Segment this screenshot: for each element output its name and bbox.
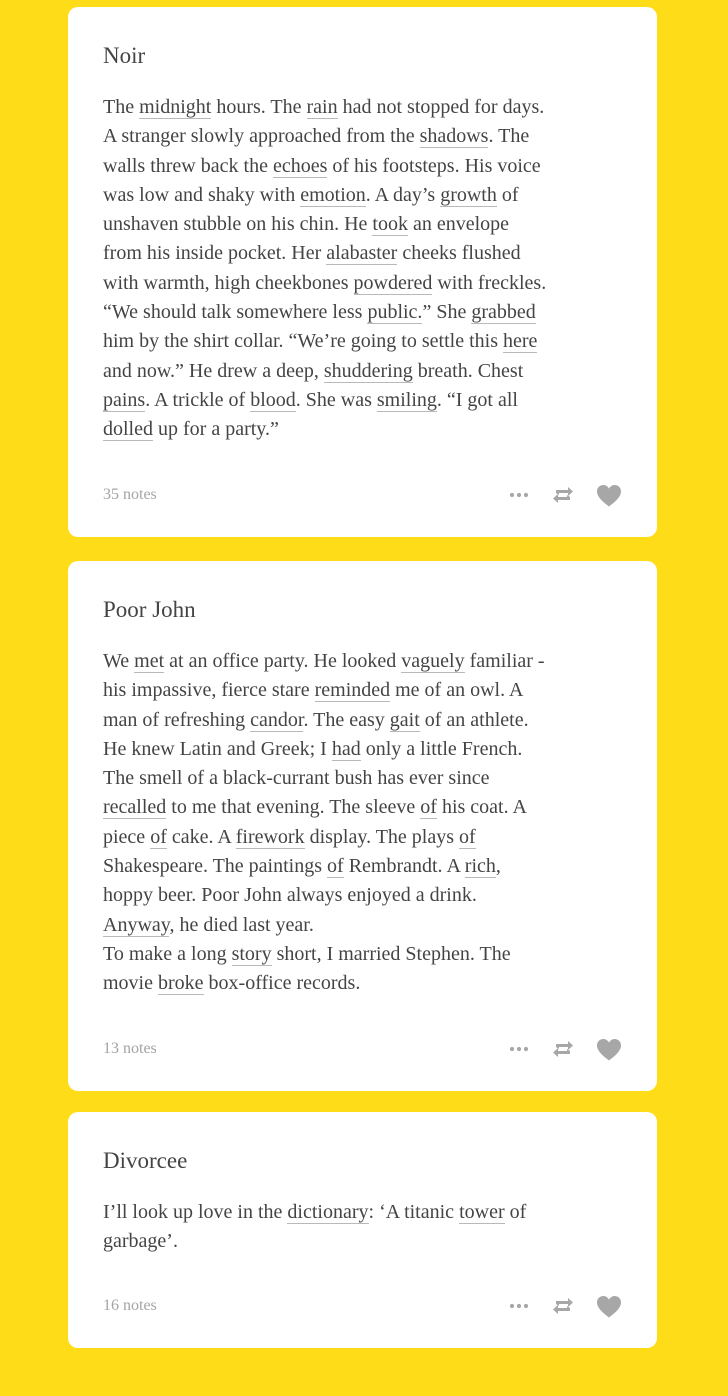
text-segment: . A trickle of bbox=[145, 388, 251, 411]
heart-icon[interactable] bbox=[596, 1295, 622, 1318]
word-link[interactable]: story bbox=[231, 942, 272, 965]
post-title: Divorcee bbox=[103, 1148, 188, 1173]
word-link[interactable]: growth bbox=[440, 183, 497, 206]
text-segment: . A day’s bbox=[365, 183, 441, 206]
text-segment: , he died last year. bbox=[169, 913, 314, 936]
text-segment: of his footsteps. His voice bbox=[327, 154, 541, 177]
word-link[interactable]: public. bbox=[367, 301, 423, 324]
text-segment: hoppy beer. Poor John always enjoyed a drink. bbox=[103, 884, 477, 907]
word-link[interactable]: vaguely bbox=[401, 650, 465, 672]
text-segment: cheeks flushed bbox=[397, 242, 521, 265]
word-link[interactable]: of bbox=[420, 796, 437, 819]
text-line bbox=[103, 327, 622, 356]
reblog-icon[interactable] bbox=[551, 1038, 575, 1060]
word-link[interactable]: had bbox=[331, 737, 361, 760]
word-link[interactable]: of bbox=[459, 825, 476, 848]
word-link[interactable]: alabaster bbox=[326, 242, 398, 265]
text-segment: The smell of a black-currant bush has ever since bbox=[103, 767, 490, 790]
word-link[interactable]: here bbox=[502, 330, 538, 353]
text-segment: hours. The bbox=[211, 96, 307, 118]
word-link[interactable]: candor bbox=[250, 708, 304, 731]
word-link[interactable]: grabbed bbox=[471, 301, 536, 324]
text-segment: Rembrandt. A bbox=[343, 855, 465, 878]
text-segment: from his inside pocket. Her bbox=[103, 242, 327, 265]
text-line bbox=[103, 881, 622, 910]
text-segment: piece bbox=[103, 825, 151, 848]
post-card bbox=[68, 7, 657, 537]
text-segment: , bbox=[495, 855, 501, 878]
word-link[interactable]: dolled bbox=[103, 418, 153, 441]
text-segment: at an office party. He looked bbox=[164, 650, 402, 672]
word-link[interactable]: rain bbox=[306, 96, 338, 118]
text-segment: up for a party.” bbox=[153, 418, 279, 441]
post-body bbox=[103, 1198, 622, 1257]
text-line bbox=[103, 415, 622, 444]
text-line bbox=[103, 357, 622, 386]
text-segment: ” She bbox=[422, 301, 472, 324]
word-link[interactable]: reminded bbox=[314, 679, 391, 702]
text-segment: was low and shaky with bbox=[103, 183, 301, 206]
text-segment: of bbox=[496, 183, 519, 206]
word-link[interactable]: smiling bbox=[376, 388, 437, 411]
text-line bbox=[103, 1227, 622, 1256]
post-card bbox=[68, 1112, 657, 1348]
more-dots-icon[interactable] bbox=[509, 1303, 529, 1309]
text-line bbox=[103, 793, 622, 822]
notes-count[interactable]: 13 notes bbox=[103, 1040, 157, 1057]
word-link[interactable]: met bbox=[134, 650, 165, 672]
text-segment: with freckles. bbox=[432, 271, 547, 294]
text-segment: The bbox=[103, 96, 140, 118]
heart-icon[interactable] bbox=[596, 1038, 622, 1061]
text-segment: To make a long bbox=[103, 942, 232, 965]
word-link[interactable]: blood bbox=[250, 388, 296, 411]
word-link[interactable]: shuddering bbox=[323, 359, 413, 382]
text-segment: We bbox=[103, 650, 135, 672]
text-segment: of an athlete. bbox=[419, 708, 529, 731]
text-segment: movie bbox=[103, 972, 158, 995]
text-line bbox=[103, 852, 622, 881]
text-segment: to me that evening. The sleeve bbox=[166, 796, 421, 819]
text-segment: box-office records. bbox=[203, 972, 361, 995]
word-link[interactable]: tower bbox=[459, 1201, 505, 1223]
text-segment: short, I married Stephen. The bbox=[271, 942, 511, 965]
more-dots-icon[interactable] bbox=[509, 1046, 529, 1052]
text-line bbox=[103, 823, 622, 852]
post-title: Noir bbox=[103, 43, 146, 68]
word-link[interactable]: emotion bbox=[300, 183, 366, 206]
text-segment: He knew Latin and Greek; I bbox=[103, 737, 332, 760]
text-line bbox=[103, 706, 622, 735]
reblog-icon[interactable] bbox=[551, 484, 575, 506]
text-segment: his impassive, fierce stare bbox=[103, 679, 315, 702]
text-line bbox=[103, 269, 622, 298]
text-segment: . She was bbox=[295, 388, 377, 411]
word-link[interactable]: of bbox=[327, 855, 344, 878]
text-segment: him by the shirt collar. “We’re going to settle this bbox=[103, 330, 503, 353]
text-segment: “We should talk somewhere less bbox=[103, 301, 368, 324]
text-segment: breath. Chest bbox=[412, 359, 524, 382]
post-body bbox=[103, 647, 622, 999]
text-line bbox=[103, 181, 622, 210]
post-footer bbox=[103, 483, 622, 507]
text-line bbox=[103, 93, 622, 122]
text-line bbox=[103, 764, 622, 793]
text-segment: walls threw back the bbox=[103, 154, 273, 177]
heart-icon[interactable] bbox=[596, 484, 622, 507]
word-link[interactable]: powdered bbox=[353, 271, 433, 294]
text-line bbox=[103, 647, 622, 676]
post-footer bbox=[103, 1037, 622, 1061]
post-footer bbox=[103, 1294, 622, 1318]
post-actions bbox=[509, 1037, 622, 1061]
text-segment: with warmth, high cheekbones bbox=[103, 271, 354, 294]
text-line bbox=[103, 911, 622, 940]
text-segment: cake. A bbox=[166, 825, 236, 848]
text-segment: an envelope bbox=[407, 213, 510, 236]
word-link[interactable]: Anyway bbox=[103, 913, 170, 936]
text-segment: display. The plays bbox=[304, 825, 460, 848]
word-link[interactable]: shadows bbox=[419, 125, 489, 148]
post-card bbox=[68, 561, 657, 1091]
text-line bbox=[103, 969, 622, 998]
text-line bbox=[103, 298, 622, 327]
text-line bbox=[103, 735, 622, 764]
text-line bbox=[103, 122, 622, 151]
word-link[interactable]: took bbox=[372, 213, 408, 236]
word-link[interactable]: firework bbox=[235, 825, 305, 848]
text-segment: : ‘A titanic bbox=[368, 1201, 460, 1223]
word-link[interactable]: pains bbox=[103, 388, 146, 411]
reblog-icon[interactable] bbox=[551, 1295, 575, 1317]
text-segment: man of refreshing bbox=[103, 708, 251, 731]
text-segment: unshaven stubble on his chin. He bbox=[103, 213, 373, 236]
word-link[interactable]: echoes bbox=[272, 154, 328, 177]
text-segment: had not stopped for days. bbox=[337, 96, 545, 118]
post-actions bbox=[509, 483, 622, 507]
word-link[interactable]: dictionary bbox=[287, 1201, 369, 1223]
text-segment: and now.” He drew a deep, bbox=[103, 359, 324, 382]
word-link[interactable]: recalled bbox=[103, 796, 167, 819]
post-title: Poor John bbox=[103, 597, 196, 622]
text-line bbox=[103, 152, 622, 181]
text-line bbox=[103, 940, 622, 969]
text-line bbox=[103, 210, 622, 239]
word-link[interactable]: broke bbox=[158, 972, 204, 995]
text-line bbox=[103, 239, 622, 268]
text-segment: . The easy bbox=[303, 708, 390, 731]
text-segment: only a little French. bbox=[360, 737, 523, 760]
more-dots-icon[interactable] bbox=[509, 492, 529, 498]
word-link[interactable]: rich bbox=[464, 855, 496, 878]
notes-count[interactable]: 35 notes bbox=[103, 486, 157, 503]
text-segment: of bbox=[504, 1201, 527, 1223]
text-segment: . “I got all bbox=[436, 388, 518, 411]
text-line bbox=[103, 386, 622, 415]
text-segment: familiar - bbox=[464, 650, 545, 672]
text-segment: Shakespeare. The paintings bbox=[103, 855, 328, 878]
notes-count[interactable]: 16 notes bbox=[103, 1297, 157, 1314]
post-actions bbox=[509, 1294, 622, 1318]
text-segment: A stranger slowly approached from the bbox=[103, 125, 420, 148]
text-segment: . The bbox=[488, 125, 530, 148]
word-link[interactable]: gait bbox=[389, 708, 420, 731]
text-segment: me of an owl. A bbox=[390, 679, 524, 702]
word-link[interactable]: of bbox=[150, 825, 167, 848]
text-segment: I’ll look up love in the bbox=[103, 1201, 288, 1223]
text-line bbox=[103, 1198, 622, 1227]
text-segment: his coat. A bbox=[436, 796, 527, 819]
post-body bbox=[103, 93, 622, 445]
text-segment: garbage’. bbox=[103, 1230, 178, 1253]
word-link[interactable]: midnight bbox=[139, 96, 212, 118]
text-line bbox=[103, 676, 622, 705]
